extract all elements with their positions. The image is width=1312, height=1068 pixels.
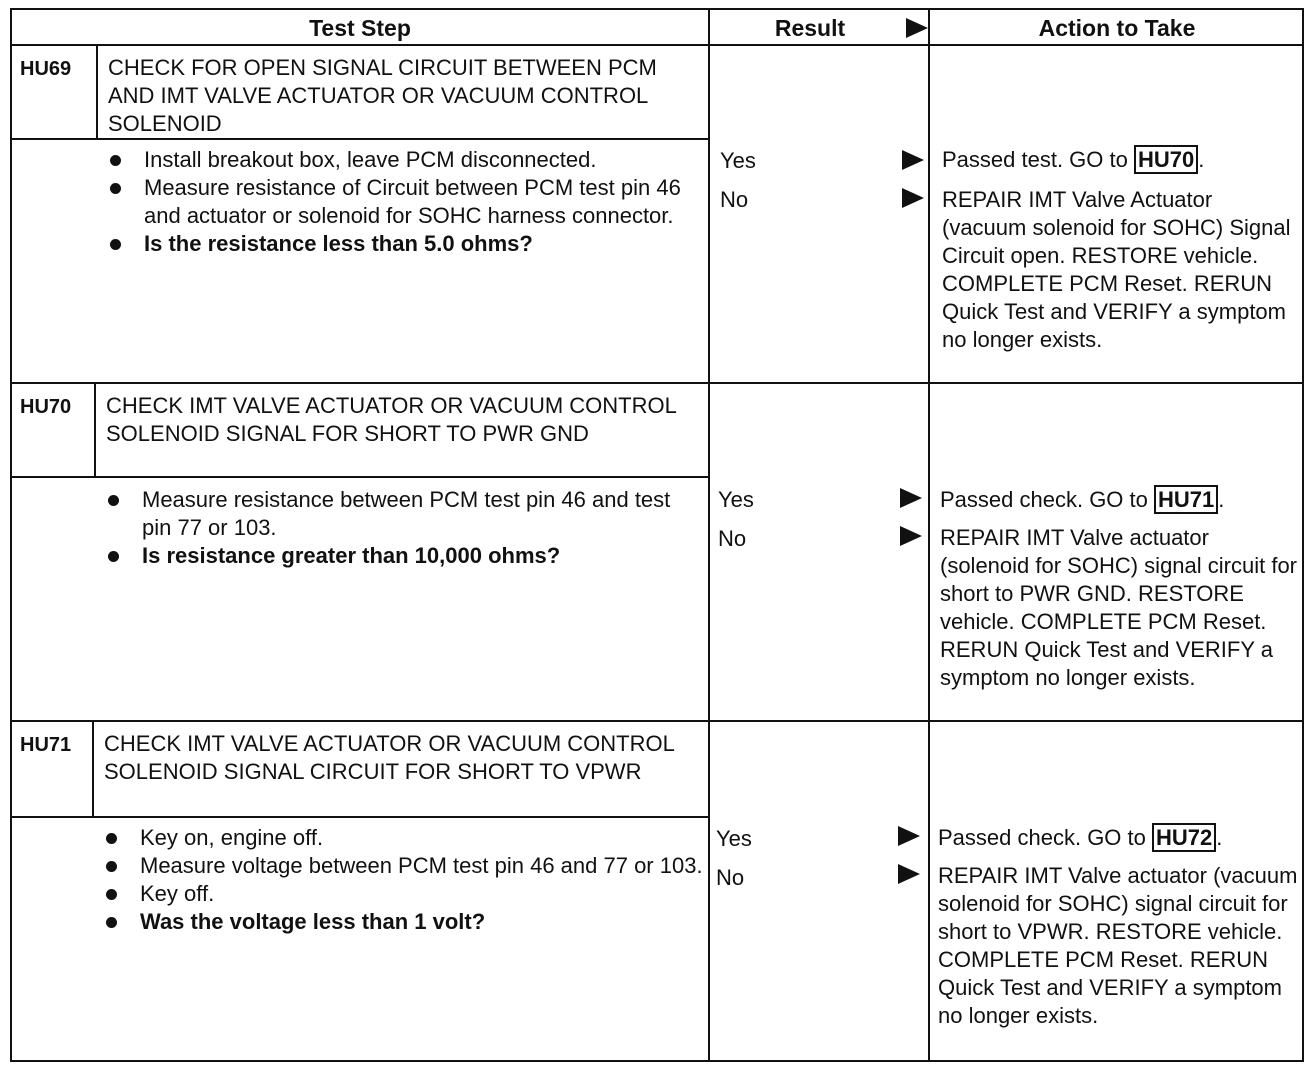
step-code: HU69 <box>20 58 72 80</box>
step-bullets <box>104 146 704 258</box>
arrow-icon <box>900 526 922 546</box>
arrow-icon <box>898 826 920 846</box>
step-bullets <box>102 486 704 570</box>
code-divider <box>92 722 94 818</box>
code-divider <box>96 46 98 140</box>
arrow-icon <box>900 488 922 508</box>
no-action: REPAIR IMT Valve Actuator (vacuum solenoid for SOHC) Signal Circuit open. RESTORE vehicle. COMPLETE PCM Reset. RERUN Quick Test and VERIFY a symptom no longer exists. <box>942 187 1291 352</box>
yes-action-suffix: . <box>1216 825 1223 850</box>
header-arrow-icon <box>906 18 928 38</box>
yes-action <box>940 486 1298 514</box>
no-action: REPAIR IMT Valve actuator (solenoid for SOHC) signal circuit for short to PWR GND. RESTORE vehicle. COMPLETE PCM Reset. RERUN Quick Test and VERIFY a symptom no longer exists. <box>940 525 1298 690</box>
diagnostic-table <box>10 8 1304 1062</box>
header-action: Action to Take <box>1038 15 1196 41</box>
bullet-item: Install breakout box, leave PCM disconnected. <box>104 146 704 174</box>
yes-action <box>942 146 1296 174</box>
step-code: HU71 <box>20 734 72 756</box>
yes-action-text: Passed check. GO to <box>940 487 1148 512</box>
header-result: Result <box>774 15 846 41</box>
row-divider <box>12 720 1302 722</box>
goto-step-link[interactable]: HU70 <box>1134 145 1198 174</box>
step-code: HU70 <box>20 396 72 418</box>
row-divider <box>12 382 1302 384</box>
step-title: CHECK FOR OPEN SIGNAL CIRCUIT BETWEEN PCM AND IMT VALVE ACTUATOR OR VACUUM CONTROL SOLENOID <box>108 55 657 136</box>
bullet-question: Was the voltage less than 1 volt? <box>100 908 704 936</box>
yes-action-suffix: . <box>1218 487 1225 512</box>
title-divider <box>12 138 708 140</box>
title-divider <box>12 816 708 818</box>
bullet-item: Measure resistance between PCM test pin 46 and test pin 77 or 103. <box>102 486 704 542</box>
column-divider <box>928 10 930 1060</box>
yes-action <box>938 824 1300 852</box>
header-test-step: Test Step <box>309 15 411 41</box>
bullet-item: Key on, engine off. <box>100 824 704 852</box>
goto-step-link[interactable]: HU72 <box>1152 823 1216 852</box>
code-divider <box>94 384 96 478</box>
bullet-item: Key off. <box>100 880 704 908</box>
result-yes: Yes <box>718 487 754 512</box>
header-divider <box>12 44 1302 46</box>
yes-action-text: Passed check. GO to <box>938 825 1146 850</box>
result-yes: Yes <box>716 826 752 851</box>
bullet-item: Measure resistance of Circuit between PCM test pin 46 and actuator or solenoid for SOHC harness connector. <box>104 174 704 230</box>
result-no: No <box>716 865 745 890</box>
column-divider <box>708 10 710 1060</box>
yes-action-text: Passed test. GO to <box>942 147 1128 172</box>
arrow-icon <box>898 864 920 884</box>
title-divider <box>12 476 708 478</box>
result-no: No <box>718 526 747 551</box>
goto-step-link[interactable]: HU71 <box>1154 485 1218 514</box>
result-yes: Yes <box>720 148 756 173</box>
step-title: CHECK IMT VALVE ACTUATOR OR VACUUM CONTROL SOLENOID SIGNAL FOR SHORT TO PWR GND <box>106 393 677 446</box>
no-action: REPAIR IMT Valve actuator (vacuum solenoid for SOHC) signal circuit for short to VPWR. RESTORE vehicle. COMPLETE PCM Reset. RERUN Quick Test and VERIFY a symptom no longer exists. <box>938 863 1298 1028</box>
arrow-icon <box>902 150 924 170</box>
bullet-question: Is the resistance less than 5.0 ohms? <box>104 230 704 258</box>
arrow-icon <box>902 188 924 208</box>
bullet-item: Measure voltage between PCM test pin 46 and 77 or 103. <box>100 852 704 880</box>
yes-action-suffix: . <box>1198 147 1205 172</box>
result-no: No <box>720 187 749 212</box>
bullet-question: Is resistance greater than 10,000 ohms? <box>102 542 704 570</box>
step-bullets <box>100 824 704 936</box>
step-title: CHECK IMT VALVE ACTUATOR OR VACUUM CONTROL SOLENOID SIGNAL CIRCUIT FOR SHORT TO VPWR <box>104 731 675 784</box>
